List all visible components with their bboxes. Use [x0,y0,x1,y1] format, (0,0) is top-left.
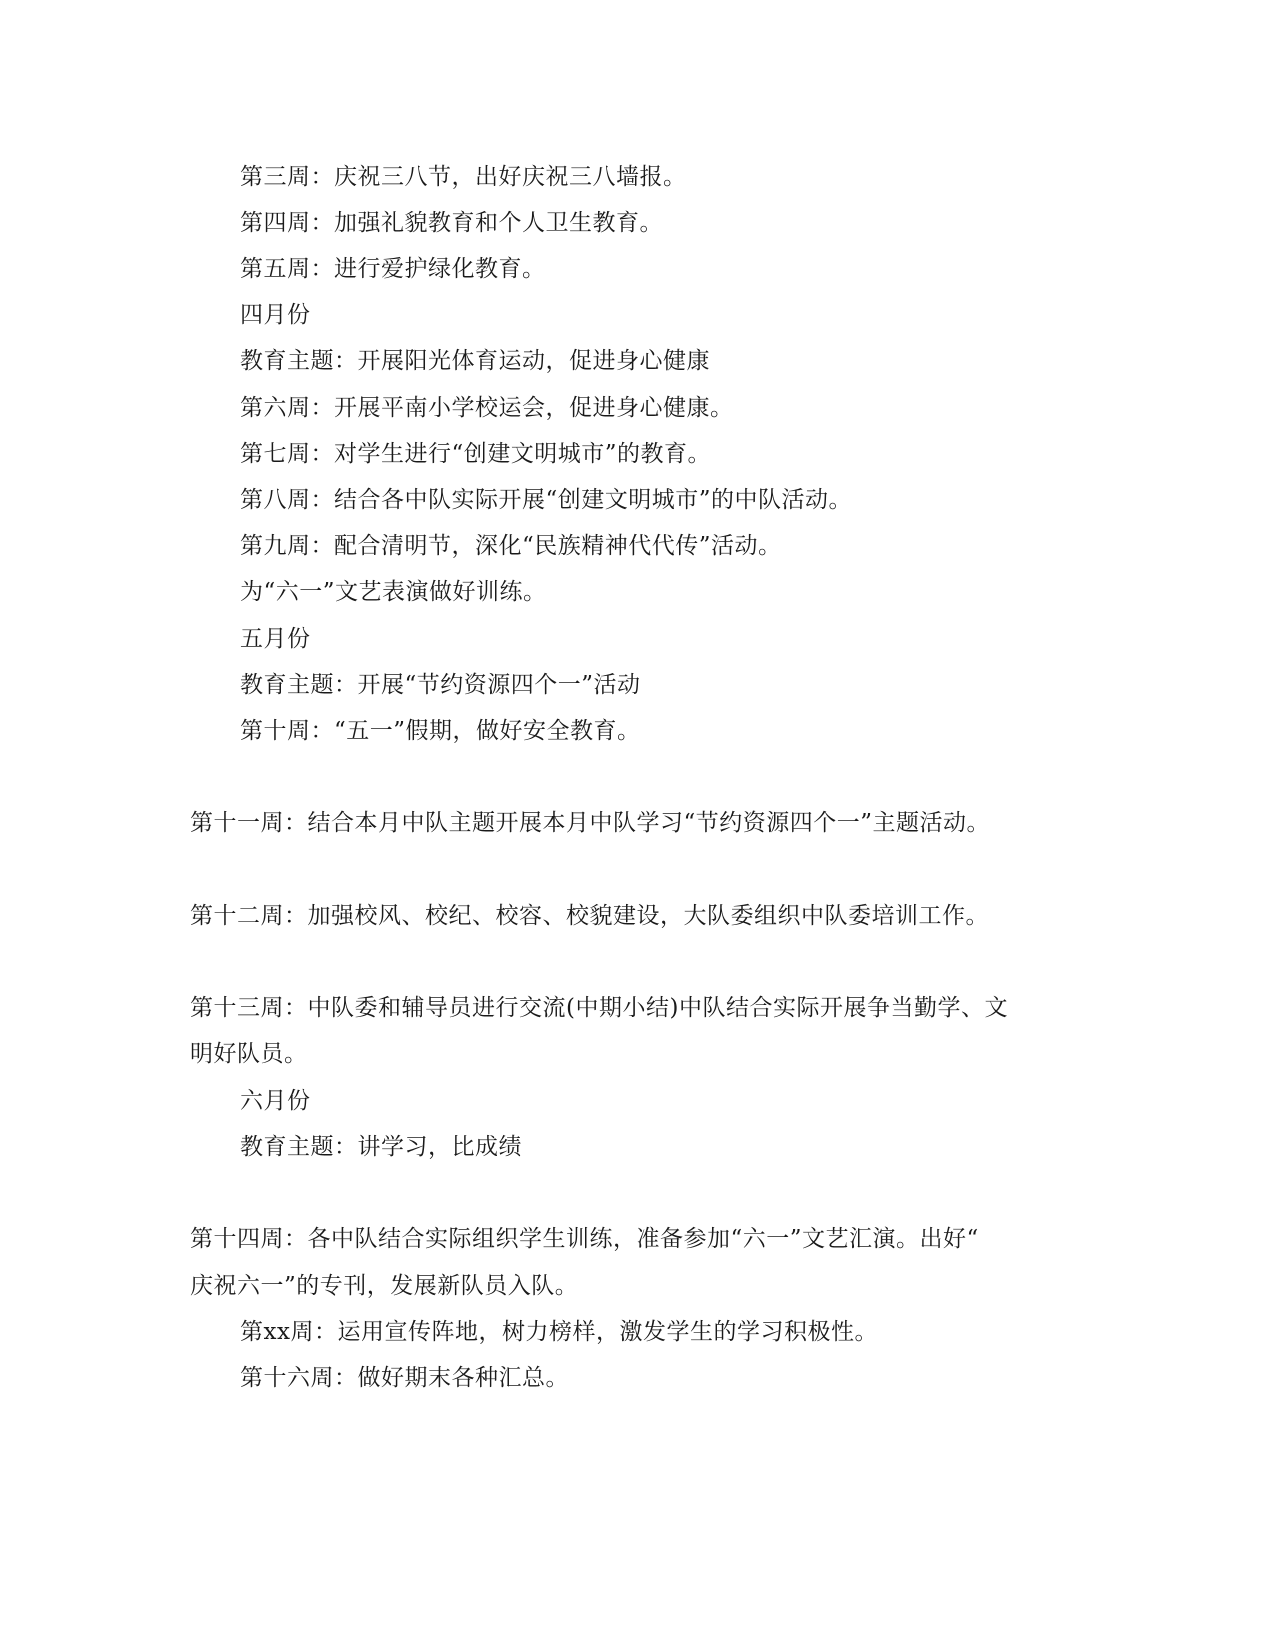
may-theme-line: 教育主题：开展“节约资源四个一”活动 [240,672,641,698]
week-14-line-continued: 庆祝六一”的专刊，发展新队员入队。 [190,1273,579,1299]
week-13-line-continued: 明好队员。 [190,1041,308,1067]
june-one-training-line: 为“六一”文艺表演做好训练。 [240,579,547,605]
week-10-line: 第十周：“五一”假期，做好安全教育。 [240,718,641,744]
june-theme-line: 教育主题：讲学习，比成绩 [240,1134,522,1160]
week-5-line: 第五周：进行爱护绿化教育。 [240,256,546,282]
week-6-line: 第六周：开展平南小学校运会，促进身心健康。 [240,395,734,421]
week-4-line: 第四周：加强礼貌教育和个人卫生教育。 [240,210,663,236]
april-theme-line: 教育主题：开展阳光体育运动，促进身心健康 [240,348,710,374]
week-12-line: 第十二周：加强校风、校纪、校容、校貌建设，大队委组织中队委培训工作。 [190,903,989,929]
month-april-heading: 四月份 [240,302,311,328]
week-11-line: 第十一周：结合本月中队主题开展本月中队学习“节约资源四个一”主题活动。 [190,810,991,836]
week-xx-line: 第xx周：运用宣传阵地，树力榜样，激发学生的学习积极性。 [240,1319,878,1345]
week-9-line: 第九周：配合清明节，深化“民族精神代代传”活动。 [240,533,782,559]
week-7-line: 第七周：对学生进行“创建文明城市”的教育。 [240,441,712,467]
week-16-line: 第十六周：做好期末各种汇总。 [240,1365,569,1391]
week-14-line: 第十四周：各中队结合实际组织学生训练，准备参加“六一”文艺汇演。出好“ [190,1226,979,1252]
month-june-heading: 六月份 [240,1088,311,1114]
week-13-line: 第十三周：中队委和辅导员进行交流(中期小结)中队结合实际开展争当勤学、文 [190,995,1008,1021]
week-8-line: 第八周：结合各中队实际开展“创建文明城市”的中队活动。 [240,487,853,513]
month-may-heading: 五月份 [240,626,311,652]
week-3-line: 第三周：庆祝三八节，出好庆祝三八墙报。 [240,164,687,190]
